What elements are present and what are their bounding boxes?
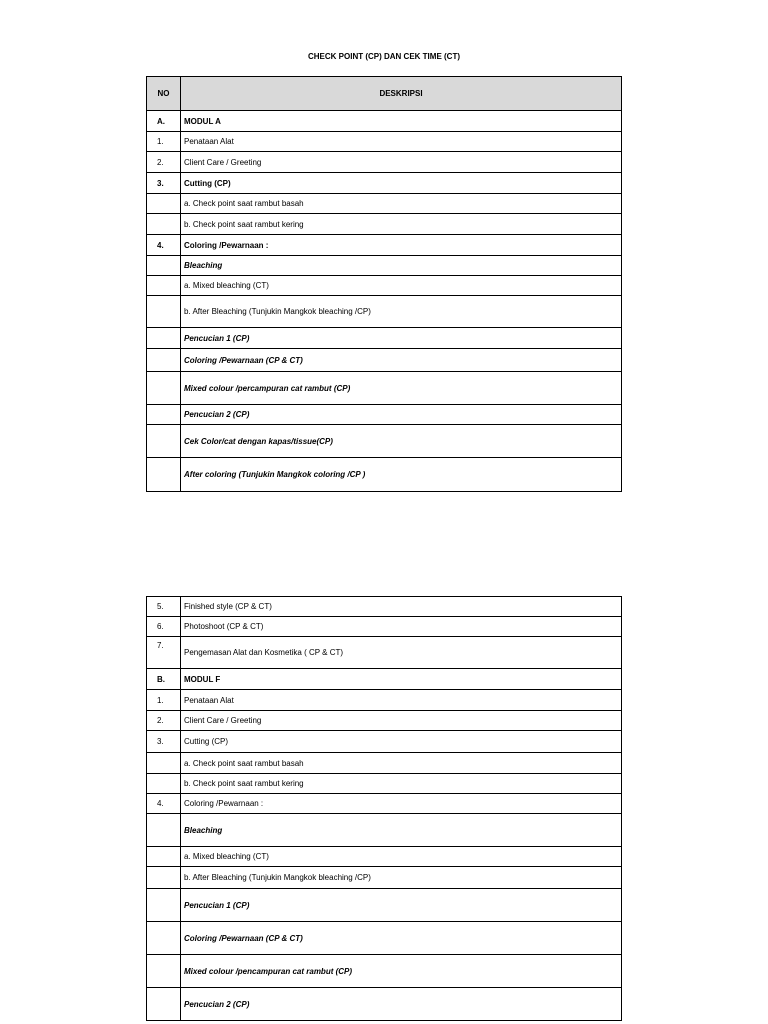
row-number: 1. <box>147 132 181 152</box>
row-description: Photoshoot (CP & CT) <box>181 617 622 637</box>
row-number: 1. <box>147 690 181 711</box>
row-number: A. <box>147 111 181 132</box>
row-description: b. After Bleaching (Tunjukin Mangkok bleaching /CP) <box>181 296 622 328</box>
row-description: Coloring /Pewarnaan (CP & CT) <box>181 349 622 372</box>
row-number <box>147 458 181 492</box>
table-row <box>147 669 622 690</box>
row-number <box>147 988 181 1021</box>
row-number <box>147 372 181 405</box>
checklist-table-page-2 <box>146 596 622 1021</box>
table-row <box>147 152 622 173</box>
row-description: After coloring (Tunjukin Mangkok coloring /CP ) <box>181 458 622 492</box>
table-row <box>147 256 622 276</box>
row-number <box>147 425 181 458</box>
header-deskripsi: DESKRIPSI <box>181 77 622 111</box>
row-number <box>147 889 181 922</box>
row-description: Mixed colour /pencampuran cat rambut (CP) <box>181 955 622 988</box>
row-number: 4. <box>147 794 181 814</box>
table-row <box>147 425 622 458</box>
row-number <box>147 194 181 214</box>
row-number <box>147 349 181 372</box>
table-body <box>147 111 622 492</box>
table-row <box>147 296 622 328</box>
row-number: 2. <box>147 711 181 731</box>
row-description: a. Check point saat rambut basah <box>181 194 622 214</box>
row-number: 3. <box>147 173 181 194</box>
table-row <box>147 847 622 867</box>
row-number <box>147 276 181 296</box>
row-description: Cutting (CP) <box>181 173 622 194</box>
row-number: 4. <box>147 235 181 256</box>
row-description: Pencucian 2 (CP) <box>181 988 622 1021</box>
row-description: Penataan Alat <box>181 690 622 711</box>
row-number <box>147 214 181 235</box>
row-number <box>147 256 181 276</box>
row-number <box>147 814 181 847</box>
row-number: 3. <box>147 731 181 753</box>
row-description: Pencucian 1 (CP) <box>181 889 622 922</box>
row-description: Bleaching <box>181 256 622 276</box>
row-description: Finished style (CP & CT) <box>181 597 622 617</box>
checklist-table-page-1 <box>146 76 622 492</box>
table-row <box>147 711 622 731</box>
table-row <box>147 922 622 955</box>
row-number: 2. <box>147 152 181 173</box>
row-number <box>147 955 181 988</box>
row-description: Client Care / Greeting <box>181 152 622 173</box>
row-number <box>147 922 181 955</box>
row-description: b. Check point saat rambut kering <box>181 774 622 794</box>
table-row <box>147 753 622 774</box>
row-description: Pencucian 2 (CP) <box>181 405 622 425</box>
table-row <box>147 955 622 988</box>
table-row <box>147 731 622 753</box>
table-row <box>147 814 622 847</box>
table-row <box>147 235 622 256</box>
table-row <box>147 276 622 296</box>
table-row <box>147 889 622 922</box>
table-row <box>147 794 622 814</box>
row-description: Penataan Alat <box>181 132 622 152</box>
table-row <box>147 617 622 637</box>
row-description: Mixed colour /percampuran cat rambut (CP) <box>181 372 622 405</box>
row-description: MODUL F <box>181 669 622 690</box>
row-number <box>147 774 181 794</box>
table-row <box>147 328 622 349</box>
row-description: Client Care / Greeting <box>181 711 622 731</box>
table-row <box>147 597 622 617</box>
row-description: MODUL A <box>181 111 622 132</box>
row-description: b. After Bleaching (Tunjukin Mangkok bleaching /CP) <box>181 867 622 889</box>
row-description: Coloring /Pewarnaan : <box>181 794 622 814</box>
row-number <box>147 405 181 425</box>
row-description: a. Mixed bleaching (CT) <box>181 276 622 296</box>
table-row <box>147 867 622 889</box>
table-row <box>147 349 622 372</box>
table-row <box>147 405 622 425</box>
row-number <box>147 847 181 867</box>
row-number: 5. <box>147 597 181 617</box>
table-row <box>147 458 622 492</box>
row-description: a. Check point saat rambut basah <box>181 753 622 774</box>
row-number <box>147 867 181 889</box>
table-row <box>147 637 622 669</box>
table-row <box>147 173 622 194</box>
table-row <box>147 988 622 1021</box>
row-description: Cutting (CP) <box>181 731 622 753</box>
table-row <box>147 372 622 405</box>
row-description: Bleaching <box>181 814 622 847</box>
table-row <box>147 690 622 711</box>
row-description: Pengemasan Alat dan Kosmetika ( CP & CT) <box>181 637 622 669</box>
row-number: 6. <box>147 617 181 637</box>
table-header-row <box>147 77 622 111</box>
row-description: b. Check point saat rambut kering <box>181 214 622 235</box>
table-row <box>147 194 622 214</box>
table-body <box>147 597 622 1021</box>
row-number <box>147 753 181 774</box>
table-row <box>147 111 622 132</box>
header-no: NO <box>147 77 181 111</box>
row-number: B. <box>147 669 181 690</box>
document-title: CHECK POINT (CP) DAN CEK TIME (CT) <box>308 52 460 61</box>
row-description: Pencucian 1 (CP) <box>181 328 622 349</box>
row-number <box>147 296 181 328</box>
row-description: Coloring /Pewarnaan (CP & CT) <box>181 922 622 955</box>
table-row <box>147 774 622 794</box>
table-row <box>147 132 622 152</box>
row-number <box>147 328 181 349</box>
row-description: Cek Color/cat dengan kapas/tissue(CP) <box>181 425 622 458</box>
row-description: a. Mixed bleaching (CT) <box>181 847 622 867</box>
row-number: 7. <box>147 637 181 669</box>
table-row <box>147 214 622 235</box>
row-description: Coloring /Pewarnaan : <box>181 235 622 256</box>
